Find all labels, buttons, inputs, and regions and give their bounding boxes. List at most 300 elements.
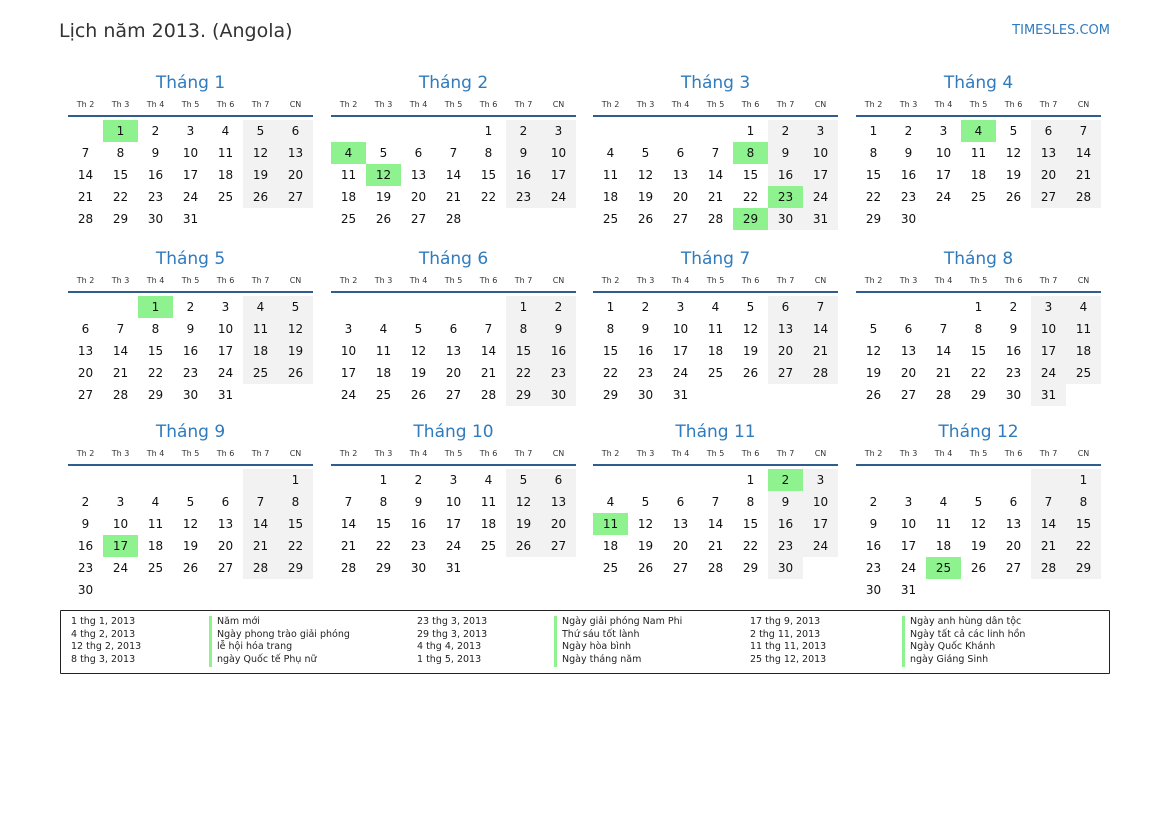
day-cell[interactable]: 28 — [803, 362, 838, 384]
day-cell[interactable]: 7 — [116, 322, 125, 336]
day-cell[interactable]: 2 — [506, 120, 541, 142]
day-cell[interactable]: 9 — [904, 146, 913, 160]
day-cell[interactable]: 2 — [81, 495, 90, 509]
day-cell[interactable]: 31 — [445, 561, 462, 575]
day-cell[interactable]: 28 — [112, 388, 129, 402]
day-cell[interactable]: 31 — [900, 583, 917, 597]
day-cell[interactable]: 3 — [803, 469, 838, 491]
day-cell[interactable]: 23 — [410, 539, 427, 553]
day-cell[interactable]: 25 — [340, 212, 357, 226]
day-cell[interactable]: 12 — [637, 168, 654, 182]
day-cell[interactable]: 29 — [506, 384, 541, 406]
day-cell[interactable]: 31 — [672, 388, 689, 402]
day-cell[interactable]: 8 — [278, 491, 313, 513]
day-cell[interactable]: 22 — [147, 366, 164, 380]
day-cell[interactable]: 23 — [768, 535, 803, 557]
day-cell[interactable]: 30 — [1005, 388, 1022, 402]
day-cell[interactable]: 19 — [182, 539, 199, 553]
day-cell[interactable]: 14 — [480, 344, 497, 358]
day-cell[interactable]: 14 — [77, 168, 94, 182]
day-cell[interactable]: 31 — [182, 212, 199, 226]
day-cell[interactable]: 30 — [637, 388, 654, 402]
day-cell[interactable]: 24 — [182, 190, 199, 204]
day-cell[interactable]: 20 — [278, 164, 313, 186]
day-cell[interactable]: 2 — [641, 300, 650, 314]
day-cell[interactable]: 22 — [506, 362, 541, 384]
day-cell[interactable]: 26 — [410, 388, 427, 402]
day-cell[interactable]: 20 — [900, 366, 917, 380]
day-cell[interactable]: 23 — [637, 366, 654, 380]
day-cell[interactable]: 21 — [77, 190, 94, 204]
day-cell[interactable]: 13 — [445, 344, 462, 358]
day-cell[interactable]: 29 — [602, 388, 619, 402]
day-cell[interactable]: 13 — [410, 168, 427, 182]
day-cell[interactable]: 6 — [449, 322, 458, 336]
day-cell[interactable]: 22 — [480, 190, 497, 204]
day-cell[interactable]: 5 — [186, 495, 195, 509]
day-cell[interactable]: 2 — [869, 495, 878, 509]
day-cell[interactable]: 19 — [637, 190, 654, 204]
day-cell[interactable]: 9 — [81, 517, 90, 531]
day-cell[interactable]: 29 — [375, 561, 392, 575]
day-cell[interactable]: 15 — [506, 340, 541, 362]
day-cell[interactable]: 27 — [278, 186, 313, 208]
day-cell[interactable]: 23 — [147, 190, 164, 204]
day-cell[interactable]: 23 — [1005, 366, 1022, 380]
day-cell[interactable]: 9 — [186, 322, 195, 336]
holiday-day-cell[interactable]: 17 — [103, 535, 138, 557]
day-cell[interactable]: 6 — [278, 120, 313, 142]
day-cell[interactable]: 26 — [970, 561, 987, 575]
day-cell[interactable]: 8 — [606, 322, 615, 336]
day-cell[interactable]: 14 — [112, 344, 129, 358]
day-cell[interactable]: 18 — [970, 168, 987, 182]
day-cell[interactable]: 5 — [379, 146, 388, 160]
day-cell[interactable]: 12 — [278, 318, 313, 340]
day-cell[interactable]: 31 — [803, 208, 838, 230]
day-cell[interactable]: 22 — [602, 366, 619, 380]
day-cell[interactable]: 29 — [147, 388, 164, 402]
day-cell[interactable]: 3 — [803, 120, 838, 142]
day-cell[interactable]: 22 — [970, 366, 987, 380]
day-cell[interactable]: 10 — [935, 146, 952, 160]
day-cell[interactable]: 19 — [742, 344, 759, 358]
day-cell[interactable]: 10 — [541, 142, 576, 164]
day-cell[interactable]: 18 — [480, 517, 497, 531]
day-cell[interactable]: 23 — [77, 561, 94, 575]
day-cell[interactable]: 9 — [1009, 322, 1018, 336]
day-cell[interactable]: 13 — [1031, 142, 1066, 164]
day-cell[interactable]: 7 — [81, 146, 90, 160]
day-cell[interactable]: 8 — [746, 495, 755, 509]
day-cell[interactable]: 27 — [1031, 186, 1066, 208]
day-cell[interactable]: 2 — [541, 296, 576, 318]
day-cell[interactable]: 28 — [480, 388, 497, 402]
day-cell[interactable]: 10 — [803, 142, 838, 164]
day-cell[interactable]: 25 — [707, 366, 724, 380]
day-cell[interactable]: 7 — [711, 495, 720, 509]
day-cell[interactable]: 30 — [768, 557, 803, 579]
day-cell[interactable]: 29 — [742, 561, 759, 575]
day-cell[interactable]: 10 — [112, 517, 129, 531]
day-cell[interactable]: 14 — [445, 168, 462, 182]
day-cell[interactable]: 5 — [746, 300, 755, 314]
day-cell[interactable]: 1 — [484, 124, 493, 138]
day-cell[interactable]: 3 — [221, 300, 230, 314]
day-cell[interactable]: 12 — [742, 322, 759, 336]
day-cell[interactable]: 12 — [970, 517, 987, 531]
day-cell[interactable]: 24 — [803, 535, 838, 557]
day-cell[interactable]: 1 — [974, 300, 983, 314]
day-cell[interactable]: 16 — [1005, 344, 1022, 358]
day-cell[interactable]: 23 — [865, 561, 882, 575]
day-cell[interactable]: 15 — [742, 517, 759, 531]
day-cell[interactable]: 2 — [904, 124, 913, 138]
day-cell[interactable]: 11 — [340, 168, 357, 182]
day-cell[interactable]: 20 — [672, 539, 689, 553]
day-cell[interactable]: 24 — [217, 366, 234, 380]
day-cell[interactable]: 20 — [77, 366, 94, 380]
day-cell[interactable]: 16 — [768, 513, 803, 535]
day-cell[interactable]: 29 — [1066, 557, 1101, 579]
day-cell[interactable]: 18 — [602, 539, 619, 553]
day-cell[interactable]: 2 — [151, 124, 160, 138]
day-cell[interactable]: 16 — [768, 164, 803, 186]
day-cell[interactable]: 4 — [939, 495, 948, 509]
day-cell[interactable]: 4 — [606, 495, 615, 509]
day-cell[interactable]: 13 — [768, 318, 803, 340]
day-cell[interactable]: 26 — [1005, 190, 1022, 204]
day-cell[interactable]: 25 — [217, 190, 234, 204]
day-cell[interactable]: 29 — [970, 388, 987, 402]
day-cell[interactable]: 5 — [974, 495, 983, 509]
day-cell[interactable]: 27 — [445, 388, 462, 402]
day-cell[interactable]: 10 — [445, 495, 462, 509]
day-cell[interactable]: 20 — [445, 366, 462, 380]
day-cell[interactable]: 16 — [637, 344, 654, 358]
day-cell[interactable]: 21 — [707, 190, 724, 204]
day-cell[interactable]: 25 — [970, 190, 987, 204]
day-cell[interactable]: 14 — [340, 517, 357, 531]
day-cell[interactable]: 5 — [243, 120, 278, 142]
holiday-day-cell[interactable]: 25 — [926, 557, 961, 579]
day-cell[interactable]: 1 — [606, 300, 615, 314]
day-cell[interactable]: 24 — [541, 186, 576, 208]
day-cell[interactable]: 14 — [1031, 513, 1066, 535]
day-cell[interactable]: 28 — [445, 212, 462, 226]
day-cell[interactable]: 9 — [768, 491, 803, 513]
day-cell[interactable]: 8 — [506, 318, 541, 340]
day-cell[interactable]: 26 — [278, 362, 313, 384]
day-cell[interactable]: 26 — [865, 388, 882, 402]
day-cell[interactable]: 4 — [379, 322, 388, 336]
day-cell[interactable]: 21 — [243, 535, 278, 557]
day-cell[interactable]: 5 — [641, 495, 650, 509]
day-cell[interactable]: 8 — [869, 146, 878, 160]
day-cell[interactable]: 30 — [77, 583, 94, 597]
day-cell[interactable]: 26 — [375, 212, 392, 226]
day-cell[interactable]: 13 — [278, 142, 313, 164]
day-cell[interactable]: 17 — [445, 517, 462, 531]
day-cell[interactable]: 15 — [970, 344, 987, 358]
day-cell[interactable]: 5 — [641, 146, 650, 160]
day-cell[interactable]: 20 — [768, 340, 803, 362]
day-cell[interactable]: 15 — [278, 513, 313, 535]
holiday-day-cell[interactable]: 8 — [733, 142, 768, 164]
day-cell[interactable]: 7 — [803, 296, 838, 318]
day-cell[interactable]: 19 — [637, 539, 654, 553]
day-cell[interactable]: 30 — [541, 384, 576, 406]
day-cell[interactable]: 4 — [711, 300, 720, 314]
day-cell[interactable]: 7 — [1031, 491, 1066, 513]
day-cell[interactable]: 6 — [1009, 495, 1018, 509]
day-cell[interactable]: 25 — [1066, 362, 1101, 384]
day-cell[interactable]: 21 — [935, 366, 952, 380]
day-cell[interactable]: 15 — [1066, 513, 1101, 535]
day-cell[interactable]: 19 — [278, 340, 313, 362]
day-cell[interactable]: 17 — [803, 513, 838, 535]
day-cell[interactable]: 12 — [1005, 146, 1022, 160]
day-cell[interactable]: 6 — [676, 146, 685, 160]
day-cell[interactable]: 12 — [865, 344, 882, 358]
day-cell[interactable]: 17 — [672, 344, 689, 358]
day-cell[interactable]: 13 — [672, 168, 689, 182]
day-cell[interactable]: 1 — [379, 473, 388, 487]
day-cell[interactable]: 2 — [768, 120, 803, 142]
day-cell[interactable]: 6 — [1031, 120, 1066, 142]
day-cell[interactable]: 24 — [803, 186, 838, 208]
day-cell[interactable]: 18 — [707, 344, 724, 358]
day-cell[interactable]: 4 — [151, 495, 160, 509]
day-cell[interactable]: 16 — [506, 164, 541, 186]
day-cell[interactable]: 16 — [410, 517, 427, 531]
day-cell[interactable]: 5 — [1009, 124, 1018, 138]
day-cell[interactable]: 13 — [217, 517, 234, 531]
day-cell[interactable]: 8 — [974, 322, 983, 336]
day-cell[interactable]: 8 — [1066, 491, 1101, 513]
day-cell[interactable]: 28 — [243, 557, 278, 579]
day-cell[interactable]: 22 — [112, 190, 129, 204]
day-cell[interactable]: 7 — [344, 495, 353, 509]
day-cell[interactable]: 5 — [869, 322, 878, 336]
holiday-day-cell[interactable]: 4 — [331, 142, 366, 164]
day-cell[interactable]: 30 — [768, 208, 803, 230]
day-cell[interactable]: 27 — [410, 212, 427, 226]
day-cell[interactable]: 13 — [1005, 517, 1022, 531]
day-cell[interactable]: 19 — [506, 513, 541, 535]
day-cell[interactable]: 22 — [742, 190, 759, 204]
day-cell[interactable]: 6 — [414, 146, 423, 160]
day-cell[interactable]: 24 — [935, 190, 952, 204]
day-cell[interactable]: 4 — [484, 473, 493, 487]
day-cell[interactable]: 13 — [541, 491, 576, 513]
day-cell[interactable]: 4 — [606, 146, 615, 160]
day-cell[interactable]: 15 — [742, 168, 759, 182]
day-cell[interactable]: 23 — [182, 366, 199, 380]
day-cell[interactable]: 2 — [414, 473, 423, 487]
day-cell[interactable]: 18 — [340, 190, 357, 204]
day-cell[interactable]: 19 — [243, 164, 278, 186]
day-cell[interactable]: 6 — [768, 296, 803, 318]
day-cell[interactable]: 26 — [506, 535, 541, 557]
day-cell[interactable]: 16 — [865, 539, 882, 553]
day-cell[interactable]: 9 — [869, 517, 878, 531]
day-cell[interactable]: 20 — [217, 539, 234, 553]
day-cell[interactable]: 11 — [480, 495, 497, 509]
day-cell[interactable]: 2 — [186, 300, 195, 314]
day-cell[interactable]: 12 — [637, 517, 654, 531]
day-cell[interactable]: 20 — [1031, 164, 1066, 186]
day-cell[interactable]: 21 — [803, 340, 838, 362]
day-cell[interactable]: 31 — [217, 388, 234, 402]
day-cell[interactable]: 26 — [243, 186, 278, 208]
day-cell[interactable]: 25 — [147, 561, 164, 575]
day-cell[interactable]: 16 — [182, 344, 199, 358]
day-cell[interactable]: 29 — [112, 212, 129, 226]
day-cell[interactable]: 3 — [541, 120, 576, 142]
day-cell[interactable]: 8 — [116, 146, 125, 160]
day-cell[interactable]: 11 — [147, 517, 164, 531]
day-cell[interactable]: 14 — [1066, 142, 1101, 164]
day-cell[interactable]: 7 — [243, 491, 278, 513]
day-cell[interactable]: 16 — [77, 539, 94, 553]
day-cell[interactable]: 3 — [116, 495, 125, 509]
day-cell[interactable]: 14 — [243, 513, 278, 535]
day-cell[interactable]: 15 — [480, 168, 497, 182]
day-cell[interactable]: 11 — [935, 517, 952, 531]
day-cell[interactable]: 26 — [637, 561, 654, 575]
day-cell[interactable]: 1 — [746, 124, 755, 138]
day-cell[interactable]: 18 — [375, 366, 392, 380]
day-cell[interactable]: 9 — [414, 495, 423, 509]
day-cell[interactable]: 18 — [243, 340, 278, 362]
day-cell[interactable]: 25 — [243, 362, 278, 384]
day-cell[interactable]: 3 — [344, 322, 353, 336]
day-cell[interactable]: 18 — [1066, 340, 1101, 362]
day-cell[interactable]: 23 — [541, 362, 576, 384]
day-cell[interactable]: 10 — [1031, 318, 1066, 340]
holiday-day-cell[interactable]: 11 — [593, 513, 628, 535]
day-cell[interactable]: 4 — [1066, 296, 1101, 318]
holiday-day-cell[interactable]: 12 — [366, 164, 401, 186]
day-cell[interactable]: 24 — [1031, 362, 1066, 384]
day-cell[interactable]: 5 — [278, 296, 313, 318]
day-cell[interactable]: 27 — [541, 535, 576, 557]
day-cell[interactable]: 17 — [217, 344, 234, 358]
day-cell[interactable]: 9 — [506, 142, 541, 164]
day-cell[interactable]: 19 — [410, 366, 427, 380]
day-cell[interactable]: 15 — [375, 517, 392, 531]
day-cell[interactable]: 23 — [506, 186, 541, 208]
day-cell[interactable]: 26 — [742, 366, 759, 380]
day-cell[interactable]: 11 — [243, 318, 278, 340]
day-cell[interactable]: 12 — [182, 517, 199, 531]
day-cell[interactable]: 18 — [217, 168, 234, 182]
day-cell[interactable]: 24 — [112, 561, 129, 575]
day-cell[interactable]: 10 — [340, 344, 357, 358]
day-cell[interactable]: 8 — [151, 322, 160, 336]
day-cell[interactable]: 14 — [803, 318, 838, 340]
day-cell[interactable]: 22 — [278, 535, 313, 557]
day-cell[interactable]: 17 — [340, 366, 357, 380]
day-cell[interactable]: 11 — [707, 322, 724, 336]
day-cell[interactable]: 28 — [1066, 186, 1101, 208]
day-cell[interactable]: 27 — [672, 561, 689, 575]
day-cell[interactable]: 27 — [77, 388, 94, 402]
day-cell[interactable]: 10 — [672, 322, 689, 336]
day-cell[interactable]: 1 — [506, 296, 541, 318]
day-cell[interactable]: 28 — [77, 212, 94, 226]
day-cell[interactable]: 25 — [480, 539, 497, 553]
day-cell[interactable]: 19 — [375, 190, 392, 204]
day-cell[interactable]: 1 — [278, 469, 313, 491]
day-cell[interactable]: 15 — [147, 344, 164, 358]
day-cell[interactable]: 3 — [186, 124, 195, 138]
day-cell[interactable]: 23 — [900, 190, 917, 204]
day-cell[interactable]: 6 — [541, 469, 576, 491]
day-cell[interactable]: 21 — [707, 539, 724, 553]
day-cell[interactable]: 7 — [449, 146, 458, 160]
day-cell[interactable]: 18 — [147, 539, 164, 553]
day-cell[interactable]: 9 — [641, 322, 650, 336]
day-cell[interactable]: 12 — [410, 344, 427, 358]
day-cell[interactable]: 28 — [707, 561, 724, 575]
day-cell[interactable]: 14 — [707, 168, 724, 182]
day-cell[interactable]: 17 — [900, 539, 917, 553]
day-cell[interactable]: 7 — [484, 322, 493, 336]
site-link[interactable]: TIMESLES.COM — [1012, 23, 1110, 38]
day-cell[interactable]: 13 — [672, 517, 689, 531]
day-cell[interactable]: 5 — [414, 322, 423, 336]
day-cell[interactable]: 26 — [182, 561, 199, 575]
day-cell[interactable]: 5 — [506, 469, 541, 491]
day-cell[interactable]: 11 — [970, 146, 987, 160]
day-cell[interactable]: 11 — [602, 168, 619, 182]
holiday-day-cell[interactable]: 2 — [768, 469, 803, 491]
day-cell[interactable]: 25 — [375, 388, 392, 402]
day-cell[interactable]: 9 — [151, 146, 160, 160]
day-cell[interactable]: 30 — [182, 388, 199, 402]
day-cell[interactable]: 4 — [243, 296, 278, 318]
day-cell[interactable]: 21 — [480, 366, 497, 380]
day-cell[interactable]: 7 — [939, 322, 948, 336]
day-cell[interactable]: 21 — [445, 190, 462, 204]
day-cell[interactable]: 12 — [506, 491, 541, 513]
day-cell[interactable]: 22 — [375, 539, 392, 553]
day-cell[interactable]: 19 — [970, 539, 987, 553]
day-cell[interactable]: 24 — [445, 539, 462, 553]
holiday-day-cell[interactable]: 1 — [138, 296, 173, 318]
day-cell[interactable]: 13 — [77, 344, 94, 358]
day-cell[interactable]: 27 — [217, 561, 234, 575]
day-cell[interactable]: 17 — [182, 168, 199, 182]
day-cell[interactable]: 21 — [340, 539, 357, 553]
day-cell[interactable]: 22 — [742, 539, 759, 553]
day-cell[interactable]: 1 — [746, 473, 755, 487]
holiday-day-cell[interactable]: 1 — [103, 120, 138, 142]
holiday-day-cell[interactable]: 4 — [961, 120, 996, 142]
day-cell[interactable]: 15 — [602, 344, 619, 358]
day-cell[interactable]: 17 — [935, 168, 952, 182]
day-cell[interactable]: 14 — [707, 517, 724, 531]
day-cell[interactable]: 28 — [707, 212, 724, 226]
day-cell[interactable]: 30 — [900, 212, 917, 226]
day-cell[interactable]: 9 — [541, 318, 576, 340]
day-cell[interactable]: 19 — [865, 366, 882, 380]
day-cell[interactable]: 3 — [449, 473, 458, 487]
day-cell[interactable]: 26 — [637, 212, 654, 226]
day-cell[interactable]: 16 — [541, 340, 576, 362]
